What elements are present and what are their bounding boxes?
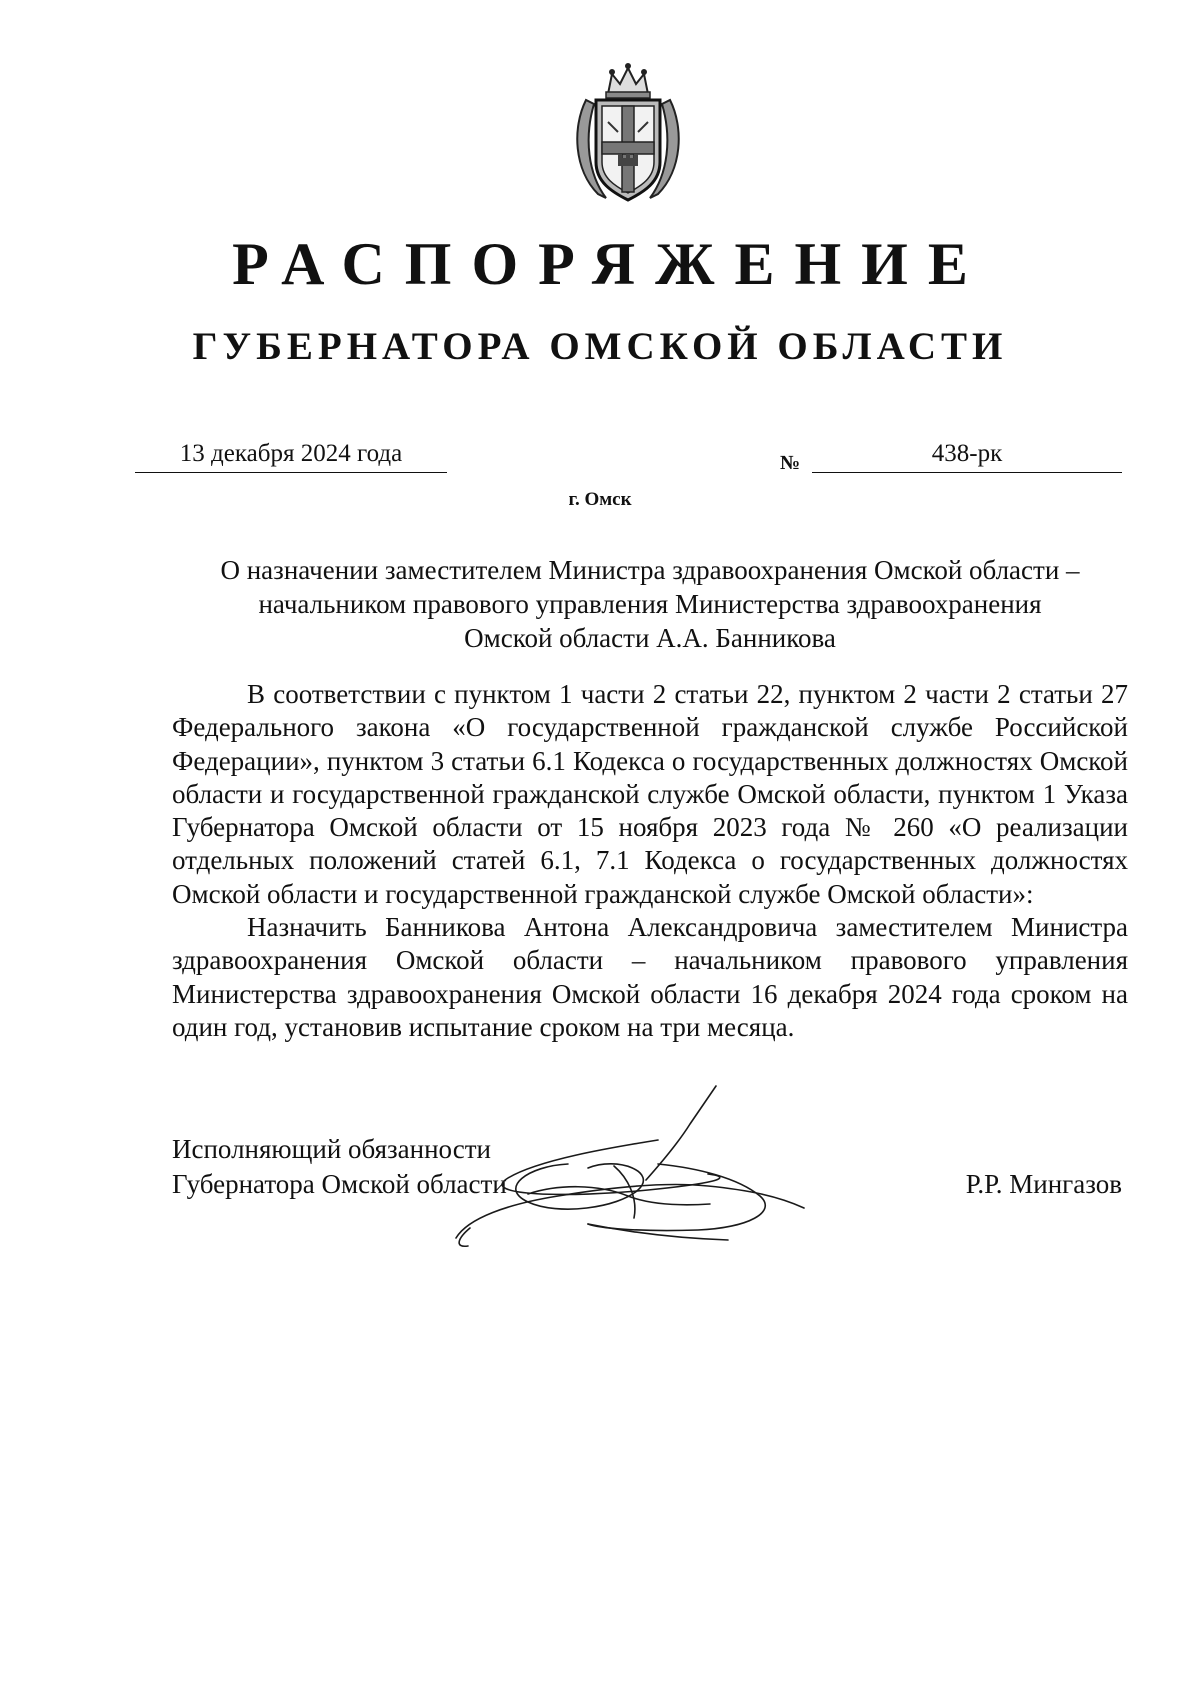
subject-line: начальником правового управления Министерства здравоохранения: [258, 589, 1042, 619]
subject-line: О назначении заместителем Министра здравоохранения Омской области –: [220, 555, 1080, 585]
date-field: [135, 438, 447, 473]
signatory-position-line: Губернатора Омской области: [172, 1169, 507, 1199]
document-body: [172, 678, 1128, 1044]
omsk-region-coat-of-arms-icon: [568, 58, 688, 204]
number-field: [812, 438, 1122, 473]
signatory-name: Р.Р. Мингазов: [965, 1169, 1122, 1199]
number-sign: №: [780, 452, 801, 474]
body-paragraph: В соответствии с пунктом 1 части 2 статьи 22, пунктом 2 части 2 статьи 27 Федерального закона «О государственной гражданской службе Российской Федерации», пунктом 3 статьи 6.1 Кодекса о государственных должностях Омской области и государственной гражданской службе Омской области, пунктом 1 Указа Губернатора Омской области от 15 ноября 2023 года № 260 «О реализации отдельных положений статей 6.1, 7.1 Кодекса о государственных должностях Омской области и государственной гражданской службе Омской области»:: [172, 679, 1128, 909]
body-paragraph: Назначить Банникова Антона Александровича заместителем Министра здравоохранения Омской области – начальником правового управления Министерства здравоохранения Омской области 16 декабря 2024 года сроком на один год, установив испытание сроком на три месяца.: [172, 912, 1128, 1042]
document-number: 438-рк: [931, 440, 1003, 467]
document-date: 13 декабря 2024 года: [179, 440, 403, 467]
issuer-title: ГУБЕРНАТОРА ОМСКОЙ ОБЛАСТИ: [192, 325, 1008, 368]
document-subject: [172, 553, 1128, 655]
subject-line: Омской области А.А. Банникова: [464, 623, 836, 653]
document-type-title: РАСПОРЯЖЕНИЕ: [232, 231, 988, 297]
signatory-position-line: Исполняющий обязанности: [172, 1134, 491, 1164]
handwritten-signature-icon: [448, 1078, 828, 1264]
place-of-issue: г. Омск: [568, 489, 632, 510]
